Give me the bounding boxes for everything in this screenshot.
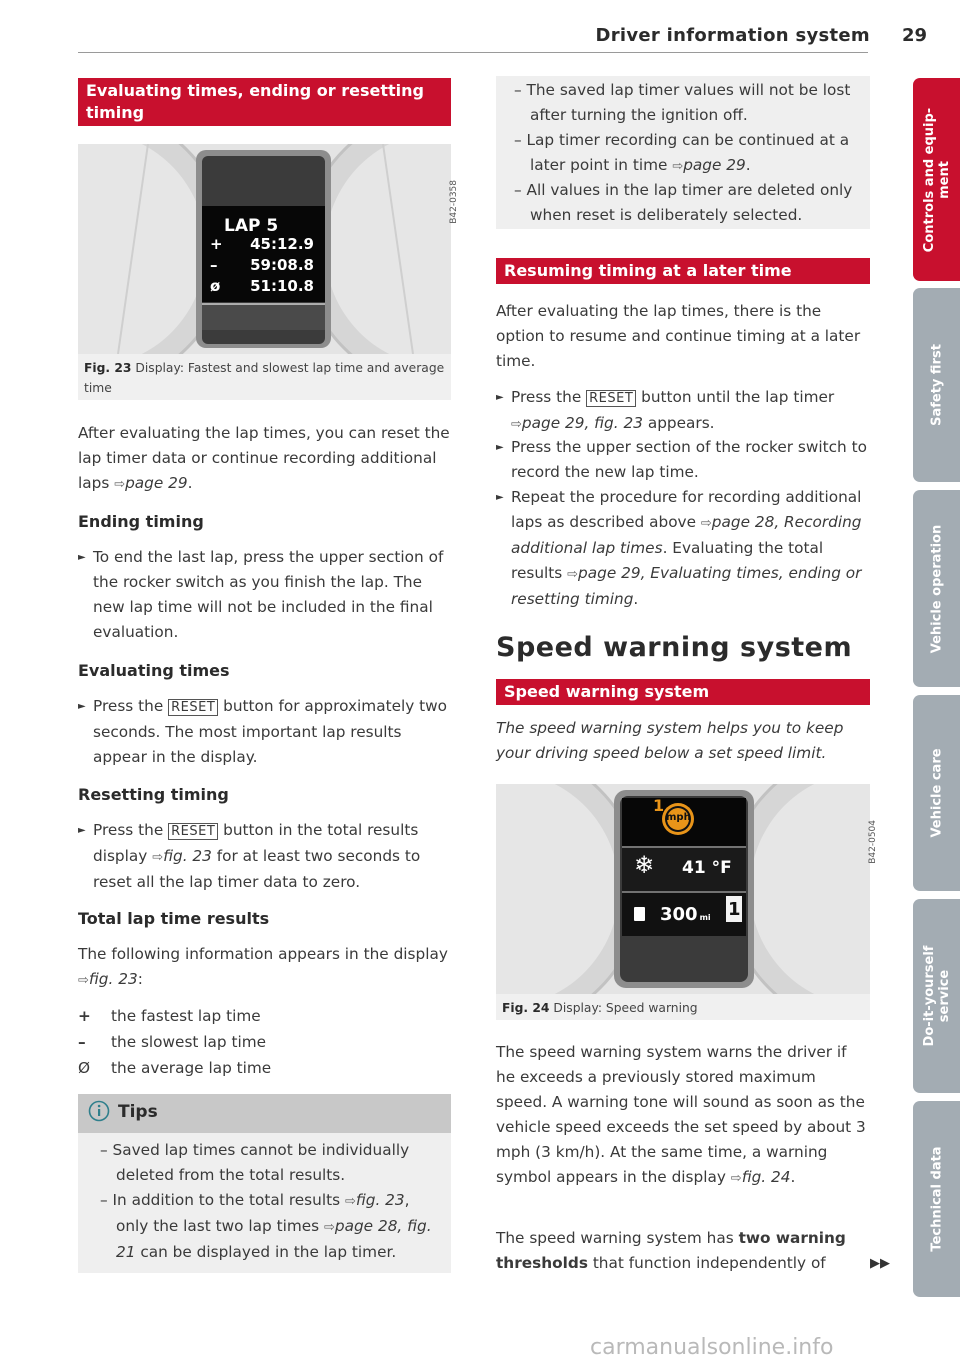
intro-text: The following information appears in the display (78, 945, 448, 963)
tip-text: can be displayed in the lap timer. (135, 1243, 397, 1261)
resume-step-1: ► Press the RESET button until the lap timer ⇨page 29, fig. 23 appears. (496, 385, 871, 437)
figure-link[interactable]: fig. 23 (163, 847, 212, 865)
step-text: for at least two seconds to reset all the lap timer data to zero. (93, 847, 421, 891)
figure-link[interactable]: fig. 23 (88, 970, 138, 988)
step-text: Press the (93, 821, 164, 839)
resume-step-3: ► Repeat the procedure for recording additional laps as described above ⇨page 28, Recording additional lap times. Evaluating the total results ⇨page 29, Evaluating times, ending or resetting timing. (496, 485, 871, 612)
info-icon (88, 1100, 110, 1122)
chapter-title-speed-warning: Speed warning system (496, 632, 853, 663)
running-header-title: Driver information system (595, 25, 870, 46)
tab-label: Safety first (929, 344, 944, 426)
range-unit: mi (699, 913, 711, 922)
page-link[interactable]: page 28, fig. 21 (116, 1217, 432, 1261)
lap-row-symbol: + (210, 235, 223, 253)
page-link[interactable]: page 29 (125, 474, 188, 492)
continued-notes-box (496, 76, 870, 229)
legend-item (78, 1055, 451, 1081)
reset-key-label: RESET (168, 823, 218, 840)
figure-24-image (496, 784, 878, 994)
lap-row-value: 45:12.9 (250, 235, 314, 253)
tab-label: Technical data (929, 1146, 944, 1252)
figure-label: Fig. 24 (502, 1001, 550, 1015)
tab-safety-first[interactable] (913, 288, 960, 482)
thresholds-paragraph (496, 1226, 870, 1276)
legend-text: the fastest lap time (111, 1007, 261, 1025)
figure-code: B42-0504 (868, 820, 878, 864)
step-text: Repeat the procedure for recording additional laps as described above (511, 488, 862, 531)
heading-resetting-timing: Resetting timing (78, 785, 229, 804)
legend-list (78, 1003, 451, 1081)
tab-controls-and-equipment[interactable] (913, 78, 960, 281)
note-item: – All values in the lap timer are deleted only when reset is deliberately selected. (514, 181, 853, 224)
legend-symbol: Ø (78, 1059, 91, 1077)
evaluating-step (78, 694, 451, 770)
lap-row-symbol: – (210, 256, 218, 274)
step-text: appears. (647, 414, 715, 432)
body-text: that function independently of (592, 1254, 826, 1272)
snowflake-icon: ❄ (634, 851, 655, 879)
figure-link[interactable]: fig. 23 (355, 1191, 405, 1209)
figure-label: Fig. 23 (84, 361, 132, 375)
section-title-evaluating: Evaluating times, ending or resetting timing (78, 78, 451, 126)
tab-vehicle-care[interactable] (913, 695, 960, 891)
fuel-pump-icon (634, 907, 645, 921)
section-title-resuming: Resuming timing at a later time (496, 258, 870, 284)
step-text: . Evaluating the total results (511, 539, 824, 582)
lap-display-row-average (210, 277, 314, 295)
tips-title: Tips (118, 1102, 158, 1122)
resume-intro: After evaluating the lap times, there is the option to resume and continue timing at a later time. (496, 302, 861, 370)
tab-technical-data[interactable] (913, 1101, 960, 1297)
legend-text: the slowest lap time (111, 1033, 267, 1051)
tips-body (78, 1133, 451, 1273)
page-link[interactable]: page 29 (683, 156, 746, 174)
reset-key-label: RESET (586, 390, 636, 407)
caption-text: Display: Speed warning (553, 1001, 698, 1015)
speed-limit-number: 1 (653, 796, 665, 815)
header-rule (78, 52, 868, 53)
tab-label: Vehicle care (929, 748, 944, 838)
watermark: carmanualsonline.info (590, 1335, 834, 1360)
lap-display-row-slowest (210, 256, 314, 274)
figure-link[interactable]: fig. 24 (741, 1168, 791, 1186)
figure-23-image (78, 144, 459, 354)
step-text: Press the (511, 388, 582, 406)
tab-label: Do-it-yourself service (921, 945, 952, 1047)
body-text: The speed warning system has (496, 1229, 734, 1247)
tab-label: Vehicle operation (929, 524, 944, 653)
lap-display-row-fastest (210, 235, 314, 253)
legend-text: the average lap time (111, 1059, 272, 1077)
outside-temperature: 41 °F (682, 858, 732, 878)
lap-display-label: LAP 5 (224, 216, 279, 236)
page-number: 29 (902, 25, 928, 46)
step-text: button for approximately two seconds. The most important lap results appear in the display. (93, 697, 448, 766)
tip-text: In addition to the total results (112, 1191, 341, 1209)
continued-arrow-icon: ▶▶ (870, 1256, 890, 1271)
body-text: The speed warning system warns the driver if he exceeds a previously stored maximum speed. A warning tone will sound as soon as the vehicle speed exceeds the set speed by about 3 mph (3 km/h). At the same time, a warning symbol appears in the display (496, 1043, 866, 1186)
heading-total-results: Total lap time results (78, 909, 270, 928)
tab-do-it-yourself-service[interactable] (913, 899, 960, 1093)
lap-row-value: 59:08.8 (250, 256, 314, 274)
figure-code: B42-0358 (449, 180, 459, 224)
heading-evaluating-times: Evaluating times (78, 661, 230, 680)
emphasis-text: two warning thresholds (496, 1229, 846, 1272)
tips-box (78, 1094, 451, 1273)
total-intro: The following information appears in the display ⇨fig. 23: (78, 945, 448, 988)
caption-text: Display: Fastest and slowest lap time and average time (84, 361, 445, 395)
step-text: button in the total results display (93, 821, 419, 865)
resetting-step: ► Press the RESET button in the total results display ⇨fig. 23 for at least two seconds to reset all the lap timer data to zero. (78, 818, 453, 895)
tip-text: , only the last two lap times (116, 1191, 410, 1235)
reset-key-label: RESET (168, 699, 218, 716)
lap-row-value: 51:10.8 (250, 277, 314, 295)
legend-item (78, 1003, 451, 1029)
page-link[interactable]: page 29, fig. 23 (521, 414, 643, 432)
ending-step: ► To end the last lap, press the upper section of the rocker switch as you finish the lap. The new lap time will not be included in the final evaluation. (78, 545, 451, 645)
heading-ending-timing: Ending timing (78, 512, 204, 531)
figure-24-caption (496, 994, 870, 1020)
figure-23-caption (78, 354, 451, 400)
intro-text: After evaluating the lap times, you can reset the lap timer data or continue recording additional laps (78, 424, 450, 492)
legend-item (78, 1029, 451, 1055)
speed-lead: The speed warning system helps you to keep your driving speed below a set speed limit. (496, 719, 844, 762)
step-text: button until the lap timer (641, 388, 835, 406)
tips-header (78, 1094, 451, 1133)
fuel-range (660, 904, 711, 925)
lap-row-symbol: ø (210, 277, 221, 295)
tip-item: – In addition to the total results ⇨fig. 23, only the last two lap times ⇨page 28, fig. 21 can be displayed in the lap timer. (100, 1191, 432, 1261)
legend-symbol: – (78, 1033, 86, 1051)
note-text: All values in the lap timer are deleted only when reset is deliberately selected. (526, 181, 853, 224)
speed-warning-description: The speed warning system warns the driver if he exceeds a previously stored maximum speed. A warning tone will sound as soon as the vehicle speed exceeds the set speed by about 3 mph (3 km/h). At the same time, a warning symbol appears in the display ⇨fig. 24. (496, 1043, 866, 1186)
section-title-speed-warning: Speed warning system (496, 679, 870, 705)
note-item: – Lap timer recording can be continued at a later point in time ⇨page 29. (514, 131, 850, 174)
step-text: Press the (93, 697, 164, 715)
resume-step-2: ► Press the upper section of the rocker switch to record the new lap time. (496, 435, 871, 485)
range-value: 300 (660, 904, 698, 925)
note-text: The saved lap timer values will not be lost after turning the ignition off. (526, 81, 851, 124)
note-text: Lap timer recording can be continued at a later point in time (526, 131, 850, 174)
mph-warning-icon: mph (666, 812, 691, 823)
intro-paragraph: After evaluating the lap times, you can reset the lap timer data or continue recording additional laps ⇨page 29. (78, 424, 450, 492)
page-link[interactable]: page 29, Evaluating times, ending or resetting timing (511, 564, 862, 608)
gear-indicator: 1 (728, 899, 741, 920)
tip-item: – Saved lap times cannot be individually deleted from the total results. (100, 1141, 410, 1184)
legend-symbol: + (78, 1007, 91, 1025)
tab-label: Controls and equip- ment (921, 107, 952, 252)
tab-vehicle-operation[interactable] (913, 490, 960, 687)
tip-text: Saved lap times cannot be individually deleted from the total results. (112, 1141, 410, 1184)
page-link[interactable]: page 28, Recording additional lap times (511, 513, 862, 557)
note-item: – The saved lap timer values will not be lost after turning the ignition off. (514, 81, 851, 124)
